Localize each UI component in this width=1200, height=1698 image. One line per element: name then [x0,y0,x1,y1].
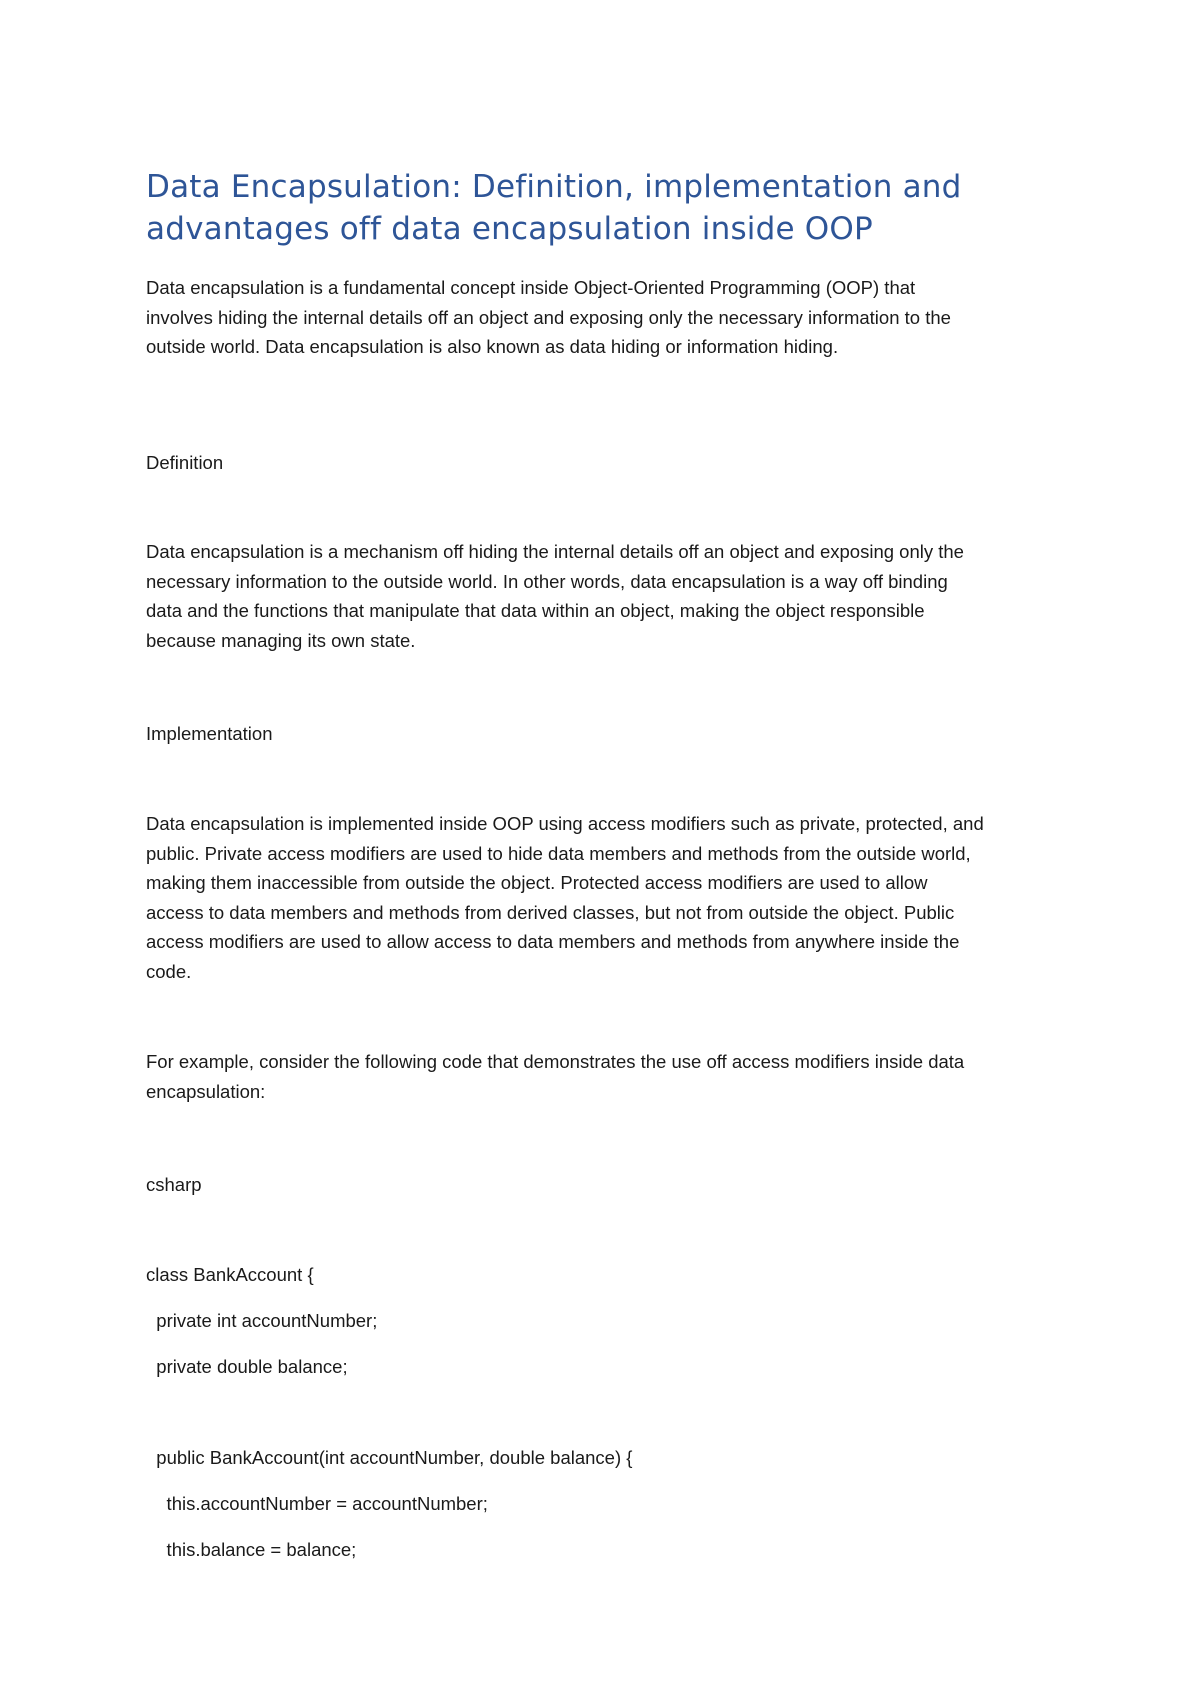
paragraph-line: making them inaccessible from outside the object. Protected access modifiers are used to allow [146,872,928,893]
example-paragraph [146,1047,1066,1106]
paragraph-line: Data encapsulation is implemented inside OOP using access modifiers such as private, protected, and [146,813,984,834]
paragraph-line: involves hiding the internal details off an object and exposing only the necessary information to the [146,306,951,328]
implementation-heading [146,719,1066,749]
code-line: private double balance; [146,1356,348,1377]
paragraph-line: public. Private access modifiers are used to hide data members and methods from the outside world, [146,842,971,864]
paragraph-line: necessary information to the outside world. In other words, data encapsulation is a way off binding [146,570,948,592]
code-line: class BankAccount { [146,1264,314,1285]
implementation-paragraph [146,809,1066,986]
paragraph-line: For example, consider the following code that demonstrates the use off access modifiers inside data [146,1051,965,1072]
paragraph-line: code. [146,960,192,982]
section-heading: Implementation [146,723,273,744]
document-title [146,166,1046,250]
paragraph-line: data and the functions that manipulate that data within an object, making the object responsible [146,600,925,621]
definition-heading [146,448,1066,478]
paragraph-line: Data encapsulation is a mechanism off hiding the internal details off an object and exposing only the [146,541,964,562]
code-language: csharp [146,1174,202,1195]
code-line: this.accountNumber = accountNumber; [146,1493,488,1514]
paragraph-line: access modifiers are used to allow access to data members and methods from anywhere inside the [146,931,960,952]
code-language-label [146,1170,1066,1200]
title-line: Data Encapsulation: Definition, implementation and [146,169,962,205]
section-heading: Definition [146,452,224,473]
paragraph-line: because managing its own state. [146,629,416,651]
paragraph-line: access to data members and methods from derived classes, but not from outside the object. Public [146,901,955,923]
definition-paragraph [146,537,1066,655]
code-line: private int accountNumber; [146,1310,378,1331]
paragraph-line: encapsulation: [146,1080,266,1102]
intro-paragraph [146,273,1066,362]
title-line: advantages off data encapsulation inside OOP [146,211,873,247]
code-line: this.balance = balance; [146,1539,357,1560]
paragraph-line: Data encapsulation is a fundamental concept inside Object-Oriented Programming (OOP) that [146,277,916,298]
code-line: public BankAccount(int accountNumber, double balance) { [146,1447,633,1468]
paragraph-line: outside world. Data encapsulation is also known as data hiding or information hiding. [146,336,839,357]
